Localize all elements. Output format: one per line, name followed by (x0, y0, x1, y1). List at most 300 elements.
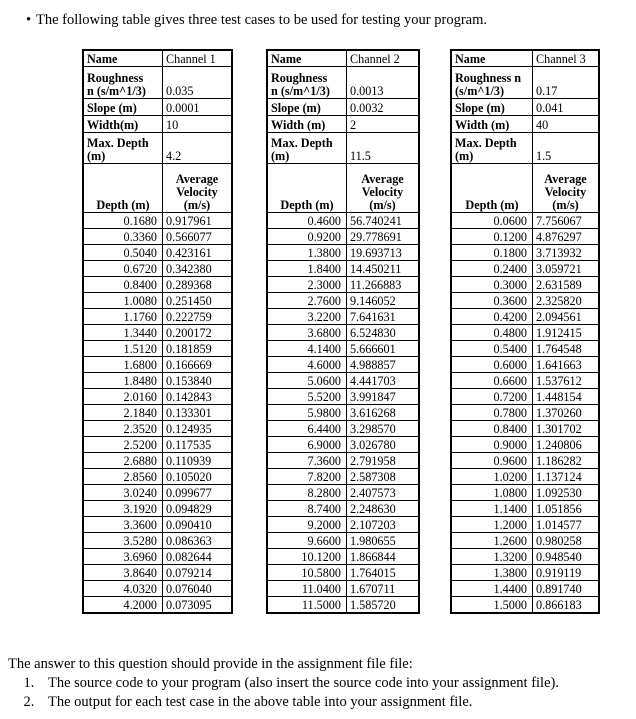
footer-item-source-code: 1. The source code to your program (also insert the source code into your assignment file). (38, 674, 559, 693)
table-row (84, 533, 232, 549)
velocity-cell: 9.146052 (347, 293, 419, 309)
velocity-header (347, 164, 419, 213)
depth-cell: 10.5800 (268, 565, 347, 581)
name-row (84, 51, 232, 67)
table-row (268, 357, 419, 373)
table-row (84, 485, 232, 501)
velocity-cell: 3.616268 (347, 405, 419, 421)
depth-cell: 0.6720 (84, 261, 163, 277)
depth-cell: 1.8480 (84, 373, 163, 389)
table-row (452, 437, 599, 453)
depth-cell: 3.5280 (84, 533, 163, 549)
velocity-header-line: Velocity (176, 185, 218, 199)
velocity-cell: 1.051856 (533, 501, 599, 517)
velocity-cell: 2.631589 (533, 277, 599, 293)
slope-label-line: Slope (m) (87, 101, 137, 115)
depth-cell: 1.0080 (84, 293, 163, 309)
velocity-cell: 1.866844 (347, 549, 419, 565)
table-row (268, 533, 419, 549)
depth-cell: 0.4200 (452, 309, 533, 325)
table-row (84, 293, 232, 309)
velocity-cell: 0.181859 (163, 341, 232, 357)
table-row (268, 469, 419, 485)
depth-cell: 0.3000 (452, 277, 533, 293)
max-depth-label-line: Max. Depth (271, 136, 333, 150)
depth-cell: 5.0600 (268, 373, 347, 389)
depth-cell: 4.0320 (84, 581, 163, 597)
velocity-cell: 3.713932 (533, 245, 599, 261)
velocity-cell: 0.094829 (163, 501, 232, 517)
channel-table (267, 50, 419, 613)
width-label (452, 116, 533, 133)
table-row (84, 213, 232, 229)
depth-cell: 4.1400 (268, 341, 347, 357)
velocity-header-line: (m/s) (369, 198, 396, 212)
velocity-cell: 0.117535 (163, 437, 232, 453)
velocity-cell: 0.082644 (163, 549, 232, 565)
max-depth-label-line: (m) (271, 149, 290, 163)
table-row (452, 261, 599, 277)
velocity-cell: 7.641631 (347, 309, 419, 325)
velocity-cell: 0.133301 (163, 405, 232, 421)
table-row (84, 517, 232, 533)
table-row (84, 501, 232, 517)
velocity-cell: 2.791958 (347, 453, 419, 469)
velocity-cell: 0.079214 (163, 565, 232, 581)
column-header-row (268, 164, 419, 213)
name-label (268, 51, 347, 67)
roughness-row (268, 67, 419, 99)
depth-cell: 3.6960 (84, 549, 163, 565)
width-row (84, 116, 232, 133)
depth-cell: 2.3520 (84, 421, 163, 437)
column-header-row (452, 164, 599, 213)
max-depth-value: 11.5 (347, 133, 419, 164)
table-row (268, 325, 419, 341)
velocity-header-line: (m/s) (183, 198, 211, 212)
table-row (84, 597, 232, 613)
depth-cell: 0.0600 (452, 213, 533, 229)
max-depth-row (84, 133, 232, 164)
table-row (452, 293, 599, 309)
depth-cell: 0.1680 (84, 213, 163, 229)
table-row (452, 245, 599, 261)
velocity-cell: 3.059721 (533, 261, 599, 277)
velocity-cell: 0.110939 (163, 453, 232, 469)
table-row (268, 581, 419, 597)
table-row (84, 581, 232, 597)
table-row (452, 581, 599, 597)
max-depth-label (84, 133, 163, 164)
velocity-cell: 1.912415 (533, 325, 599, 341)
velocity-cell: 0.153840 (163, 373, 232, 389)
table-row (268, 341, 419, 357)
depth-cell: 5.9800 (268, 405, 347, 421)
name-value: Channel 1 (163, 51, 232, 67)
depth-cell: 3.6800 (268, 325, 347, 341)
velocity-cell: 0.917961 (163, 213, 232, 229)
velocity-header (163, 164, 232, 213)
velocity-cell: 0.342380 (163, 261, 232, 277)
velocity-cell: 3.991847 (347, 389, 419, 405)
velocity-header-line: Velocity (544, 185, 587, 199)
table-row (268, 437, 419, 453)
table-row (452, 325, 599, 341)
roughness-value: 0.17 (533, 67, 599, 99)
roughness-label-line: Roughness n (455, 71, 522, 85)
table-row (268, 373, 419, 389)
velocity-cell: 3.026780 (347, 437, 419, 453)
velocity-cell: 0.566077 (163, 229, 232, 245)
table-row (452, 213, 599, 229)
velocity-cell: 2.248630 (347, 501, 419, 517)
slope-label (268, 99, 347, 116)
table-row (452, 277, 599, 293)
width-label (268, 116, 347, 133)
velocity-cell: 1.764015 (347, 565, 419, 581)
table-row (268, 277, 419, 293)
max-depth-label-line: (m) (455, 149, 474, 163)
depth-header: Depth (m) (452, 164, 533, 213)
velocity-cell: 0.866183 (533, 597, 599, 613)
max-depth-value: 1.5 (533, 133, 599, 164)
footer-instructions (8, 655, 559, 712)
depth-cell: 6.9000 (268, 437, 347, 453)
table-row (452, 389, 599, 405)
channel-table (451, 50, 599, 613)
depth-cell: 0.7800 (452, 405, 533, 421)
width-label-line: Width (m) (271, 118, 326, 132)
velocity-cell: 1.186282 (533, 453, 599, 469)
depth-cell: 3.2200 (268, 309, 347, 325)
table-row (268, 229, 419, 245)
velocity-header-line: Average (361, 172, 404, 186)
table-row (84, 277, 232, 293)
velocity-cell: 2.407573 (347, 485, 419, 501)
velocity-cell: 0.919119 (533, 565, 599, 581)
depth-cell: 1.3200 (452, 549, 533, 565)
roughness-value: 0.0013 (347, 67, 419, 99)
table-row (452, 501, 599, 517)
velocity-cell: 0.980258 (533, 533, 599, 549)
depth-cell: 1.6800 (84, 357, 163, 373)
table-row (452, 341, 599, 357)
depth-header: Depth (m) (268, 164, 347, 213)
slope-value: 0.0032 (347, 99, 419, 116)
velocity-cell: 1.448154 (533, 389, 599, 405)
channel-table (83, 50, 232, 613)
intro-text (26, 12, 487, 29)
velocity-cell: 1.370260 (533, 405, 599, 421)
depth-cell: 0.5040 (84, 245, 163, 261)
depth-cell: 8.2800 (268, 485, 347, 501)
slope-label-line: Slope (m) (271, 101, 321, 115)
table-row (84, 229, 232, 245)
table-row (452, 533, 599, 549)
depth-cell: 2.3000 (268, 277, 347, 293)
slope-label (452, 99, 533, 116)
table-channel-2 (266, 49, 420, 614)
table-row (268, 517, 419, 533)
depth-cell: 2.6880 (84, 453, 163, 469)
table-row (452, 485, 599, 501)
depth-cell: 3.1920 (84, 501, 163, 517)
table-row (268, 565, 419, 581)
velocity-cell: 0.076040 (163, 581, 232, 597)
velocity-cell: 1.670711 (347, 581, 419, 597)
velocity-cell: 1.980655 (347, 533, 419, 549)
velocity-header-line: Average (544, 172, 587, 186)
max-depth-row (452, 133, 599, 164)
table-row (84, 549, 232, 565)
velocity-cell: 5.666601 (347, 341, 419, 357)
depth-cell: 1.1400 (452, 501, 533, 517)
depth-cell: 1.4400 (452, 581, 533, 597)
footer-intro: The answer to this question should provide in the assignment file file: (8, 656, 413, 672)
roughness-row (84, 67, 232, 99)
depth-cell: 1.2600 (452, 533, 533, 549)
table-row (84, 309, 232, 325)
velocity-cell: 1.014577 (533, 517, 599, 533)
depth-cell: 0.4600 (268, 213, 347, 229)
table-row (84, 325, 232, 341)
slope-row (452, 99, 599, 116)
roughness-value: 0.035 (163, 67, 232, 99)
table-channel-3 (450, 49, 600, 614)
depth-cell: 1.2000 (452, 517, 533, 533)
velocity-cell: 0.073095 (163, 597, 232, 613)
depth-cell: 0.9200 (268, 229, 347, 245)
width-label-line: Width (m) (455, 118, 510, 132)
table-row (268, 389, 419, 405)
table-row (452, 597, 599, 613)
depth-cell: 0.6000 (452, 357, 533, 373)
velocity-cell: 19.693713 (347, 245, 419, 261)
depth-cell: 1.3800 (268, 245, 347, 261)
max-depth-label-line: Max. Depth (455, 136, 517, 150)
velocity-cell: 0.105020 (163, 469, 232, 485)
depth-cell: 11.0400 (268, 581, 347, 597)
depth-cell: 7.8200 (268, 469, 347, 485)
footer-item-output: 2. The output for each test case in the above table into your assignment file. (38, 693, 559, 712)
velocity-cell: 2.094561 (533, 309, 599, 325)
table-row (452, 421, 599, 437)
table-row (84, 405, 232, 421)
velocity-cell: 0.948540 (533, 549, 599, 565)
table-row (452, 357, 599, 373)
velocity-cell: 4.988857 (347, 357, 419, 373)
depth-cell: 1.3440 (84, 325, 163, 341)
max-depth-label-line: Max. Depth (87, 136, 149, 150)
table-channel-1 (82, 49, 233, 614)
table-row (84, 565, 232, 581)
velocity-cell: 0.891740 (533, 581, 599, 597)
name-value: Channel 3 (533, 51, 599, 67)
slope-row (84, 99, 232, 116)
velocity-cell: 1.137124 (533, 469, 599, 485)
depth-cell: 0.9600 (452, 453, 533, 469)
velocity-cell: 0.086363 (163, 533, 232, 549)
depth-cell: 1.3800 (452, 565, 533, 581)
depth-cell: 0.1200 (452, 229, 533, 245)
velocity-cell: 56.740241 (347, 213, 419, 229)
velocity-cell: 1.641663 (533, 357, 599, 373)
depth-cell: 0.2400 (452, 261, 533, 277)
name-row (452, 51, 599, 67)
depth-cell: 5.5200 (268, 389, 347, 405)
velocity-header (533, 164, 599, 213)
name-label-line: Name (87, 52, 118, 66)
velocity-cell: 3.298570 (347, 421, 419, 437)
slope-label (84, 99, 163, 116)
table-row (268, 405, 419, 421)
velocity-cell: 4.876297 (533, 229, 599, 245)
depth-cell: 0.6600 (452, 373, 533, 389)
table-row (452, 373, 599, 389)
velocity-cell: 0.090410 (163, 517, 232, 533)
depth-cell: 4.2000 (84, 597, 163, 613)
depth-cell: 0.3600 (452, 293, 533, 309)
velocity-cell: 0.222759 (163, 309, 232, 325)
name-label-line: Name (455, 52, 486, 66)
table-row (452, 565, 599, 581)
depth-cell: 3.0240 (84, 485, 163, 501)
table-row (84, 389, 232, 405)
depth-cell: 1.5120 (84, 341, 163, 357)
depth-cell: 0.9000 (452, 437, 533, 453)
slope-label-line: Slope (m) (455, 101, 505, 115)
roughness-label-line: (s/m^1/3) (455, 84, 505, 98)
roughness-label-line: n (s/m^1/3) (87, 84, 146, 98)
table-row (268, 485, 419, 501)
velocity-cell: 0.142843 (163, 389, 232, 405)
width-label (84, 116, 163, 133)
depth-cell: 9.6600 (268, 533, 347, 549)
table-row (268, 501, 419, 517)
depth-cell: 0.8400 (84, 277, 163, 293)
velocity-cell: 29.778691 (347, 229, 419, 245)
depth-cell: 10.1200 (268, 549, 347, 565)
table-row (84, 341, 232, 357)
depth-cell: 2.8560 (84, 469, 163, 485)
table-row (452, 517, 599, 533)
velocity-cell: 14.450211 (347, 261, 419, 277)
roughness-label (268, 67, 347, 99)
roughness-row (452, 67, 599, 99)
table-row (84, 421, 232, 437)
velocity-cell: 0.166669 (163, 357, 232, 373)
table-row (452, 309, 599, 325)
table-row (452, 549, 599, 565)
velocity-cell: 0.289368 (163, 277, 232, 293)
table-row (268, 421, 419, 437)
slope-row (268, 99, 419, 116)
table-row (84, 357, 232, 373)
max-depth-label-line: (m) (87, 149, 106, 163)
depth-cell: 0.1800 (452, 245, 533, 261)
table-row (84, 245, 232, 261)
velocity-cell: 1.240806 (533, 437, 599, 453)
velocity-cell: 2.587308 (347, 469, 419, 485)
velocity-header-line: (m/s) (552, 198, 579, 212)
depth-cell: 6.4400 (268, 421, 347, 437)
velocity-cell: 1.092530 (533, 485, 599, 501)
max-depth-label (452, 133, 533, 164)
velocity-cell: 2.325820 (533, 293, 599, 309)
width-value: 2 (347, 116, 419, 133)
depth-cell: 0.7200 (452, 389, 533, 405)
roughness-label-line: Roughness (87, 71, 144, 85)
depth-cell: 2.1840 (84, 405, 163, 421)
velocity-cell: 4.441703 (347, 373, 419, 389)
slope-value: 0.0001 (163, 99, 232, 116)
name-label (84, 51, 163, 67)
velocity-cell: 6.524830 (347, 325, 419, 341)
depth-cell: 0.3360 (84, 229, 163, 245)
intro-sentence: The following table gives three test cases to be used for testing your program. (36, 12, 487, 28)
depth-cell: 1.0800 (452, 485, 533, 501)
depth-cell: 11.5000 (268, 597, 347, 613)
depth-cell: 8.7400 (268, 501, 347, 517)
table-row (268, 597, 419, 613)
roughness-label-line: Roughness (271, 71, 328, 85)
depth-cell: 2.0160 (84, 389, 163, 405)
depth-cell: 4.6000 (268, 357, 347, 373)
velocity-cell: 0.423161 (163, 245, 232, 261)
depth-cell: 1.1760 (84, 309, 163, 325)
table-row (268, 261, 419, 277)
table-row (84, 437, 232, 453)
velocity-cell: 1.585720 (347, 597, 419, 613)
table-row (268, 245, 419, 261)
depth-cell: 0.5400 (452, 341, 533, 357)
roughness-label (452, 67, 533, 99)
velocity-cell: 11.266883 (347, 277, 419, 293)
depth-cell: 2.7600 (268, 293, 347, 309)
footer-list (8, 674, 559, 712)
max-depth-label (268, 133, 347, 164)
table-row (452, 469, 599, 485)
depth-cell: 1.5000 (452, 597, 533, 613)
velocity-cell: 7.756067 (533, 213, 599, 229)
name-label (452, 51, 533, 67)
table-row (452, 405, 599, 421)
table-row (84, 261, 232, 277)
width-label-line: Width(m) (87, 118, 139, 132)
table-row (268, 213, 419, 229)
velocity-cell: 2.107203 (347, 517, 419, 533)
depth-header: Depth (m) (84, 164, 163, 213)
max-depth-row (268, 133, 419, 164)
velocity-cell: 0.099677 (163, 485, 232, 501)
width-row (268, 116, 419, 133)
depth-cell: 1.0200 (452, 469, 533, 485)
width-value: 40 (533, 116, 599, 133)
table-row (452, 229, 599, 245)
velocity-header-line: Velocity (361, 185, 404, 199)
depth-cell: 0.4800 (452, 325, 533, 341)
depth-cell: 2.5200 (84, 437, 163, 453)
width-row (452, 116, 599, 133)
depth-cell: 0.8400 (452, 421, 533, 437)
table-row (268, 293, 419, 309)
max-depth-value: 4.2 (163, 133, 232, 164)
slope-value: 0.041 (533, 99, 599, 116)
depth-cell: 1.8400 (268, 261, 347, 277)
table-row (452, 453, 599, 469)
name-row (268, 51, 419, 67)
table-row (268, 309, 419, 325)
